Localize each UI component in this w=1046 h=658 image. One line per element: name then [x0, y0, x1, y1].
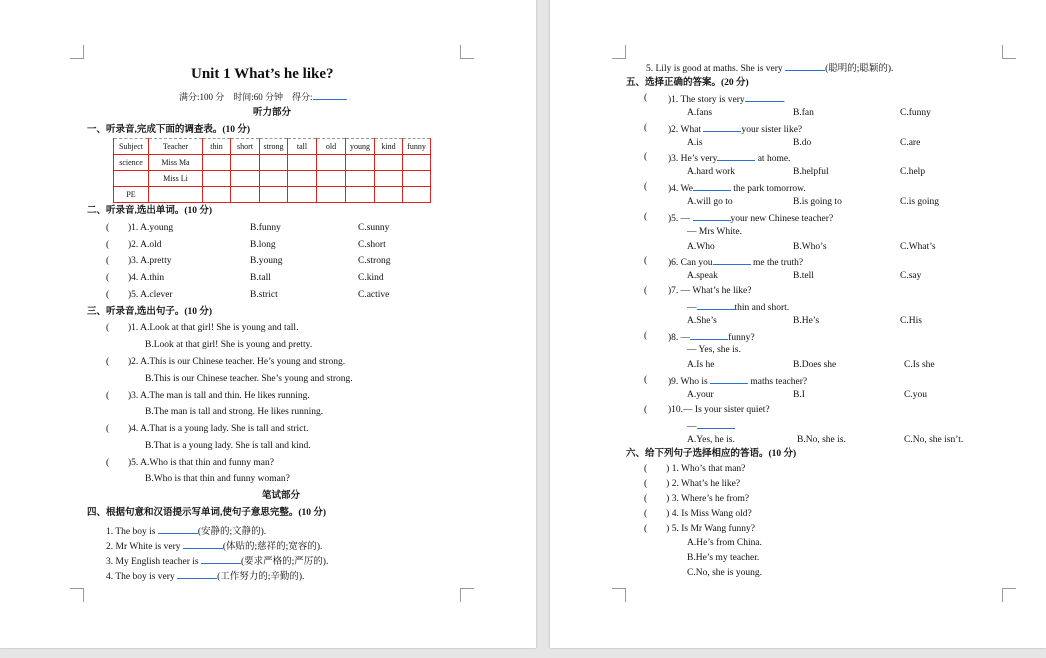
- section4-heading: 四、根据句意和汉语提示写单词,使句子意思完整。(10 分): [87, 508, 327, 518]
- crop-mark: [1002, 45, 1016, 59]
- stem-end: .: [782, 95, 785, 105]
- table-cell-check[interactable]: [288, 171, 317, 187]
- dash: —: [687, 422, 697, 432]
- option-c: C.say: [900, 271, 922, 281]
- option-a: A.Who: [687, 242, 715, 252]
- answer-blank[interactable]: [201, 554, 241, 564]
- match-question[interactable]: ( ) 5. Is Mr Wang funny?: [644, 524, 755, 534]
- stem-text: )8. —: [668, 333, 691, 343]
- table-cell-check[interactable]: [375, 187, 403, 203]
- section5-heading: 五、选择正确的答案。(20 分): [626, 78, 749, 88]
- fill-item: [106, 554, 328, 568]
- option-a: A.is: [687, 138, 703, 148]
- stem-text: )2. What: [668, 125, 702, 135]
- question-stem: [668, 181, 806, 195]
- table-cell-check[interactable]: [317, 155, 346, 171]
- option-a: )1. A.young: [128, 223, 174, 233]
- score-blank[interactable]: [313, 90, 347, 100]
- question-stem: )10.— Is your sister quiet?: [668, 405, 770, 415]
- table-cell-check[interactable]: [203, 187, 231, 203]
- page-title: Unit 1 What’s he like?: [191, 66, 334, 82]
- question-paren[interactable]: (: [106, 240, 110, 250]
- sentence-a: )1. A.Look at that girl! She is young and tall.: [128, 323, 299, 333]
- sentence-b: B.This is our Chinese teacher. She’s young and strong.: [145, 374, 353, 384]
- answer-line: [687, 300, 789, 314]
- answer-blank[interactable]: [745, 92, 783, 102]
- section6-heading: 六、给下列句子选择相应的答语。(10 分): [626, 449, 797, 459]
- stem-text: )6. Can you: [668, 258, 713, 268]
- section3-heading: 三、听录音,选出句子。(10 分): [87, 307, 213, 317]
- answer-blank[interactable]: [703, 122, 741, 132]
- option-b: B.He’s: [793, 316, 820, 326]
- answer-blank[interactable]: [693, 181, 731, 191]
- table-cell-check[interactable]: [375, 171, 403, 187]
- table-header-cell: kind: [375, 139, 403, 155]
- section1-heading: 一、听录音,完成下面的调查表。(10 分): [87, 125, 251, 135]
- table-cell-check[interactable]: [346, 187, 375, 203]
- stem-end: your new Chinese teacher?: [730, 214, 834, 224]
- table-header-cell: funny: [403, 139, 431, 155]
- question-paren[interactable]: (: [644, 286, 648, 296]
- stem-end: at home.: [757, 154, 791, 164]
- question-paren[interactable]: (: [106, 323, 110, 333]
- option-b: B.fan: [793, 108, 814, 118]
- stem-text: )5. —: [668, 214, 691, 224]
- option-b: B.long: [250, 240, 276, 250]
- match-option: A.He’s from China.: [687, 538, 762, 548]
- option-c: C.short: [358, 240, 386, 250]
- question-paren[interactable]: (: [644, 93, 648, 103]
- fill-prefix: 3. My English teacher is: [106, 557, 199, 567]
- stem-text: )3. He’s very: [668, 154, 718, 164]
- sentence-b: B.That is a young lady. She is tall and kind.: [145, 441, 311, 451]
- question-paren[interactable]: (: [644, 123, 648, 133]
- table-header-cell: Teacher: [149, 139, 203, 155]
- option-c: C.you: [904, 390, 927, 400]
- question-paren[interactable]: (: [644, 152, 648, 162]
- fill-hint: (聪明的;聪颖的).: [825, 64, 894, 74]
- table-header-cell: Subject: [114, 139, 149, 155]
- question-stem: [668, 211, 833, 225]
- table-cell-subject[interactable]: [114, 171, 149, 187]
- answer-blank[interactable]: [717, 151, 755, 161]
- sentence-a: )2. A.This is our Chinese teacher. He’s young and strong.: [128, 357, 346, 367]
- survey-table: [113, 138, 431, 203]
- answer-blank[interactable]: [183, 539, 223, 549]
- table-cell-check[interactable]: [346, 155, 375, 171]
- option-a: )5. A.clever: [128, 290, 173, 300]
- option-c: C.active: [358, 290, 390, 300]
- table-cell-check[interactable]: [403, 155, 431, 171]
- question-paren[interactable]: (: [644, 375, 648, 385]
- option-a: A.She’s: [687, 316, 717, 326]
- table-row: [114, 155, 431, 171]
- crop-mark: [612, 45, 626, 59]
- table-cell-check[interactable]: [203, 171, 231, 187]
- question-stem: [668, 374, 807, 388]
- crop-mark: [70, 588, 84, 602]
- match-question[interactable]: ( ) 4. Is Miss Wang old?: [644, 509, 752, 519]
- fill-prefix: 1. The boy is: [106, 527, 156, 537]
- listening-part-heading: 听力部分: [253, 108, 292, 118]
- match-question[interactable]: ( ) 2. What’s he like?: [644, 479, 741, 489]
- stem-end: maths teacher?: [750, 377, 808, 387]
- option-b: B.Does she: [793, 360, 837, 370]
- table-cell-check[interactable]: [260, 187, 288, 203]
- crop-mark: [460, 588, 474, 602]
- option-c: C.What’s: [900, 242, 936, 252]
- answer-blank[interactable]: [785, 61, 825, 71]
- sentence-a: )4. A.That is a young lady. She is tall and strict.: [128, 424, 309, 434]
- sentence-a: )3. A.The man is tall and thin. He likes running.: [128, 391, 310, 401]
- fill-prefix: 4. The boy is very: [106, 572, 175, 582]
- table-cell-check[interactable]: [317, 171, 346, 187]
- table-header-cell: short: [231, 139, 260, 155]
- stem-text: )4. We: [668, 184, 693, 194]
- option-b: B.do: [793, 138, 812, 148]
- table-cell-check[interactable]: [375, 155, 403, 171]
- table-header-cell: young: [346, 139, 375, 155]
- answer-line: — Yes, she is.: [687, 345, 741, 355]
- question-paren[interactable]: (: [106, 223, 110, 233]
- option-c: C.No, she isn’t.: [904, 435, 964, 445]
- table-header-row: [114, 139, 431, 155]
- question-paren[interactable]: (: [106, 357, 110, 367]
- option-a: A.your: [687, 390, 714, 400]
- crop-mark: [460, 45, 474, 59]
- answer-blank[interactable]: [713, 255, 751, 265]
- question-paren[interactable]: (: [644, 331, 648, 341]
- option-a: A.Is he: [687, 360, 715, 370]
- option-b: B.I: [793, 390, 805, 400]
- sentence-a: )5. A.Who is that thin and funny man?: [128, 458, 274, 468]
- table-cell-check[interactable]: [231, 155, 260, 171]
- question-paren[interactable]: (: [106, 256, 110, 266]
- table-cell-teacher: Miss Li: [149, 171, 203, 187]
- option-c: C.kind: [358, 273, 384, 283]
- writing-part-heading: 笔试部分: [262, 491, 301, 501]
- answer-end: thin and short.: [734, 303, 790, 313]
- time-limit: 时间:60 分钟: [233, 92, 284, 102]
- option-a: )2. A.old: [128, 240, 162, 250]
- dash: —: [687, 303, 697, 313]
- crop-mark: [1002, 588, 1016, 602]
- question-stem: [668, 151, 790, 165]
- option-c: C.is going: [900, 197, 940, 207]
- answer-line: — Mrs White.: [687, 227, 742, 237]
- match-option: C.No, she is young.: [687, 568, 762, 578]
- stem-end: funny?: [728, 333, 755, 343]
- option-b: B.helpful: [793, 167, 829, 177]
- answer-blank[interactable]: [710, 374, 748, 384]
- table-cell-subject: science: [114, 155, 149, 171]
- fill-item: [646, 61, 893, 75]
- fill-item: [106, 539, 322, 553]
- table-header-cell: tall: [288, 139, 317, 155]
- option-b: B.tell: [793, 271, 814, 281]
- option-b: B.young: [250, 256, 283, 266]
- answer-blank[interactable]: [697, 419, 735, 429]
- answer-blank[interactable]: [690, 330, 728, 340]
- option-c: C.sunny: [358, 223, 390, 233]
- option-c: C.Is she: [904, 360, 935, 370]
- fill-item: [106, 524, 266, 538]
- fill-hint: (安静的;文静的).: [197, 527, 267, 537]
- table-cell-check[interactable]: [231, 171, 260, 187]
- match-question[interactable]: ( ) 1. Who’s that man?: [644, 464, 746, 474]
- table-cell-check[interactable]: [203, 155, 231, 171]
- option-a: A.fans: [687, 108, 713, 118]
- question-paren[interactable]: (: [106, 290, 110, 300]
- table-cell-check[interactable]: [346, 171, 375, 187]
- fill-hint: (工作努力的;辛勤的).: [217, 572, 305, 582]
- section2-heading: 二、听录音,选出单词。(10 分): [87, 206, 213, 216]
- table-cell-check[interactable]: [260, 171, 288, 187]
- option-a: A.hard work: [687, 167, 736, 177]
- question-paren[interactable]: (: [644, 212, 648, 222]
- fill-prefix: 5. Lily is good at maths. She is very: [646, 64, 783, 74]
- answer-line: [687, 419, 735, 433]
- fill-item: [106, 569, 304, 583]
- match-option: B.He’s my teacher.: [687, 553, 760, 563]
- document-page-2: [550, 0, 1046, 648]
- table-cell-teacher[interactable]: [149, 187, 203, 203]
- fill-hint: (要求严格的;严厉的).: [240, 557, 329, 567]
- sentence-b: B.Look at that girl! She is young and pretty.: [145, 340, 313, 350]
- question-paren[interactable]: (: [644, 182, 648, 192]
- stem-text: )9. Who is: [668, 377, 708, 387]
- table-row: [114, 171, 431, 187]
- fill-prefix: 2. Mr White is very: [106, 542, 181, 552]
- match-question[interactable]: ( ) 3. Where’s he from?: [644, 494, 750, 504]
- question-stem: [668, 92, 785, 106]
- table-header-cell: strong: [260, 139, 288, 155]
- question-paren[interactable]: (: [106, 458, 110, 468]
- question-stem: )7. — What’s he like?: [668, 286, 752, 296]
- table-cell-check[interactable]: [288, 155, 317, 171]
- option-b: B.is going to: [793, 197, 842, 207]
- table-cell-teacher: Miss Ma: [149, 155, 203, 171]
- sentence-b: B.The man is tall and strong. He likes running.: [145, 407, 324, 417]
- question-stem: [668, 122, 802, 136]
- answer-blank[interactable]: [177, 569, 217, 579]
- option-a: A.speak: [687, 271, 718, 281]
- stem-end: the park tomorrow.: [733, 184, 806, 194]
- score-label: 得分:: [292, 92, 313, 102]
- option-c: C.His: [900, 316, 922, 326]
- option-c: C.funny: [900, 108, 931, 118]
- answer-blank[interactable]: [693, 211, 731, 221]
- table-cell-check[interactable]: [231, 187, 260, 203]
- table-cell-check[interactable]: [403, 171, 431, 187]
- crop-mark: [70, 45, 84, 59]
- stem-text: )1. The story is very: [668, 95, 745, 105]
- table-cell-check[interactable]: [288, 187, 317, 203]
- option-a: A.will go to: [687, 197, 733, 207]
- question-paren[interactable]: (: [106, 391, 110, 401]
- option-a: )4. A.thin: [128, 273, 165, 283]
- question-paren[interactable]: (: [644, 405, 648, 415]
- question-paren[interactable]: (: [106, 424, 110, 434]
- question-stem: [668, 255, 803, 269]
- table-cell-check[interactable]: [260, 155, 288, 171]
- table-cell-check[interactable]: [317, 187, 346, 203]
- option-c: C.help: [900, 167, 926, 177]
- question-stem: [668, 330, 755, 344]
- answer-blank[interactable]: [697, 300, 735, 310]
- exam-meta: [179, 90, 347, 103]
- question-paren[interactable]: (: [644, 256, 648, 266]
- option-b: B.tall: [250, 273, 271, 283]
- table-row: [114, 187, 431, 203]
- table-header-cell: old: [317, 139, 346, 155]
- stem-end: your sister like?: [741, 125, 803, 135]
- table-cell-check[interactable]: [403, 187, 431, 203]
- option-b: B.No, she is.: [797, 435, 846, 445]
- option-c: C.are: [900, 138, 921, 148]
- option-a: )3. A.pretty: [128, 256, 172, 266]
- table-cell-subject: PE: [114, 187, 149, 203]
- option-a: A.Yes, he is.: [687, 435, 735, 445]
- answer-blank[interactable]: [158, 524, 198, 534]
- full-score: 满分:100 分: [179, 92, 225, 102]
- option-b: B.Who’s: [793, 242, 827, 252]
- option-b: B.funny: [250, 223, 281, 233]
- sentence-b: B.Who is that thin and funny woman?: [145, 474, 290, 484]
- crop-mark: [612, 588, 626, 602]
- table-header-cell: thin: [203, 139, 231, 155]
- fill-hint: (体贴的;慈祥的;宽容的).: [222, 542, 323, 552]
- option-b: B.strict: [250, 290, 278, 300]
- question-paren[interactable]: (: [106, 273, 110, 283]
- stem-end: me the truth?: [752, 258, 804, 268]
- option-c: C.strong: [358, 256, 391, 266]
